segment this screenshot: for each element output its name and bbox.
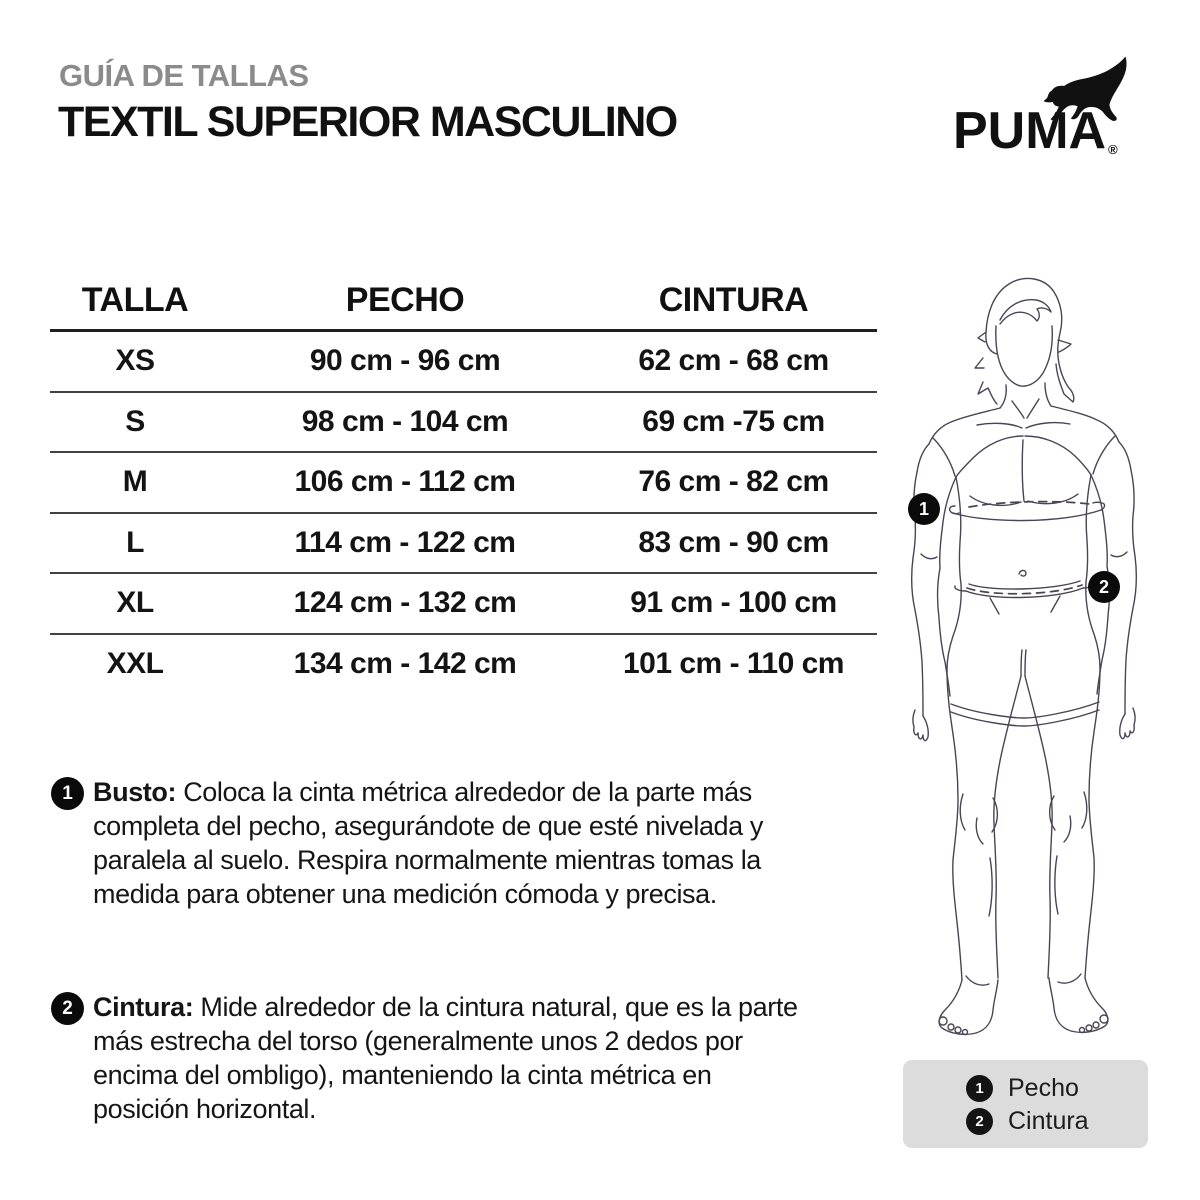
puma-logo: [945, 45, 1140, 165]
instruction-text: [93, 990, 811, 1126]
figure-legend: [903, 1060, 1148, 1148]
legend-label: Cintura: [1008, 1107, 1089, 1135]
registered-mark: ®: [1108, 142, 1118, 157]
col-header-pecho: PECHO: [345, 281, 465, 319]
legend-marker-1: 1: [966, 1075, 993, 1102]
table-row: [50, 512, 877, 573]
cell-pecho: 114 cm - 122 cm: [294, 525, 516, 559]
cell-cintura: 62 cm - 68 cm: [638, 344, 829, 378]
brand-text: PUMA: [953, 102, 1107, 160]
cell-pecho: 134 cm - 142 cm: [293, 646, 517, 680]
figure-marker-cintura: 2: [1088, 571, 1120, 603]
page-title: TEXTIL SUPERIOR MASCULINO: [58, 98, 677, 146]
table-row: [50, 572, 877, 633]
cell-cintura: 101 cm - 110 cm: [622, 646, 844, 680]
cell-cintura: 69 cm -75 cm: [642, 404, 825, 438]
table-row: [50, 332, 877, 391]
instruction-label: Busto:: [93, 777, 177, 807]
cell-talla: XXL: [106, 646, 164, 680]
table-row: [50, 391, 877, 452]
legend-label: Pecho: [1008, 1074, 1079, 1102]
cell-pecho: 106 cm - 112 cm: [294, 465, 516, 499]
body-figure-illustration: [893, 258, 1193, 1048]
size-table: [50, 272, 877, 693]
cell-talla: L: [126, 525, 144, 559]
col-header-cintura: CINTURA: [658, 281, 809, 319]
table-header-row: [50, 272, 877, 332]
cell-cintura: 83 cm - 90 cm: [638, 525, 829, 559]
cell-talla: XL: [116, 586, 154, 620]
instruction-cintura: [51, 990, 811, 1126]
marker-2-badge: 2: [51, 992, 84, 1025]
instruction-label: Cintura:: [93, 992, 194, 1022]
cell-talla: XS: [115, 344, 155, 378]
legend-marker-2: 2: [966, 1108, 993, 1135]
col-header-talla: TALLA: [81, 281, 189, 319]
instruction-text: [93, 775, 811, 911]
instruction-busto: [51, 775, 811, 911]
cell-cintura: 76 cm - 82 cm: [638, 465, 829, 499]
figure-marker-pecho: 1: [908, 493, 940, 525]
cell-cintura: 91 cm - 100 cm: [630, 586, 837, 620]
table-row: [50, 451, 877, 512]
cell-pecho: 90 cm - 96 cm: [309, 344, 501, 378]
instruction-body: Coloca la cinta métrica alrededor de la parte más completa del pecho, asegurándote de que esté nivelada y paralela al suelo. Respira normalmente mientras tomas la medida para obtener una medición cómoda y precisa.: [93, 777, 763, 909]
legend-item-pecho: [966, 1073, 1148, 1104]
cell-pecho: 98 cm - 104 cm: [301, 404, 509, 438]
instruction-body: Mide alrededor de la cintura natural, que es la parte más estrecha del torso (generalmente unos 2 dedos por encima del ombligo), manteniendo la cinta métrica en posición horizontal.: [93, 992, 798, 1124]
puma-wordmark: [953, 101, 1116, 161]
cell-pecho: 124 cm - 132 cm: [293, 586, 517, 620]
cell-talla: S: [125, 404, 145, 438]
cell-talla: M: [122, 465, 148, 499]
guide-subtitle: GUÍA DE TALLAS: [59, 58, 309, 93]
table-row: [50, 633, 877, 694]
marker-1-badge: 1: [51, 777, 84, 810]
legend-item-cintura: [966, 1106, 1148, 1137]
